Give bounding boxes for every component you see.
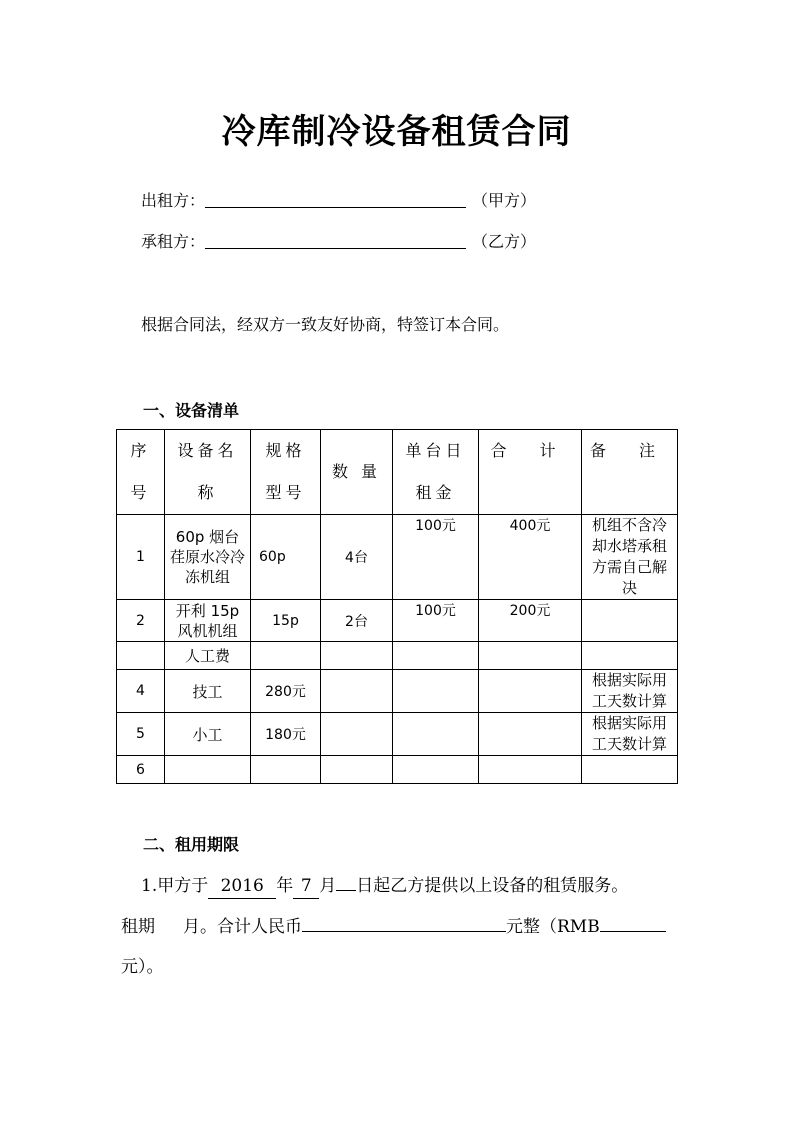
cell-note: 机组不含冷却水塔承租方需自己解决 — [582, 515, 678, 600]
cell-price — [393, 756, 479, 784]
term-line-3: 元）。 — [121, 957, 164, 977]
term-period-unit: 月。合计人民币 — [183, 917, 302, 937]
cell-note — [582, 600, 678, 642]
term-rmb-blank[interactable] — [600, 913, 666, 932]
cell-price: 100元 — [393, 515, 479, 600]
term-line-2 — [121, 913, 666, 939]
lessee-suffix: （乙方） — [472, 232, 537, 251]
table-row — [117, 756, 678, 784]
cell-spec: 280元 — [251, 670, 321, 713]
cell-note: 根据实际用工天数计算 — [582, 713, 678, 756]
cell-spec: 60p — [251, 515, 321, 600]
lessor-line — [141, 189, 536, 213]
table-row — [117, 515, 678, 600]
cell-spec: 15p — [251, 600, 321, 642]
cell-total — [479, 713, 582, 756]
term-amount-blank[interactable] — [302, 913, 506, 932]
lessor-suffix: （甲方） — [472, 191, 537, 210]
cell-note — [582, 756, 678, 784]
cell-no: 1 — [117, 515, 165, 600]
cell-note: 根据实际用工天数计算 — [582, 670, 678, 713]
cell-spec — [251, 756, 321, 784]
cell-name: 小工 — [165, 713, 251, 756]
cell-no: 2 — [117, 600, 165, 642]
term-month-unit: 月 — [319, 876, 337, 896]
cell-no: 5 — [117, 713, 165, 756]
lessee-blank[interactable] — [205, 230, 466, 249]
section-rental-period: 二、租用期限 — [143, 835, 240, 854]
cell-price: 100元 — [393, 600, 479, 642]
cell-name: 开利 15p风机机组 — [165, 600, 251, 642]
cell-qty: 2台 — [321, 600, 393, 642]
equipment-table — [116, 429, 678, 784]
term-day-blank[interactable] — [336, 872, 356, 891]
header-qty: 数 量 — [321, 430, 393, 515]
cell-name — [165, 756, 251, 784]
cell-name: 60p 烟台荏原水冷冷冻机组 — [165, 515, 251, 600]
term-amount-unit: 元整（RMB — [506, 917, 600, 937]
cell-price — [393, 713, 479, 756]
cell-total — [479, 670, 582, 713]
header-price: 单台日 租金 — [393, 430, 479, 515]
header-no: 序 号 — [117, 430, 165, 515]
cell-qty — [321, 670, 393, 713]
term-text: 1.甲方于 — [141, 876, 209, 896]
cell-total — [479, 642, 582, 670]
header-note: 备 注 — [582, 430, 678, 515]
term-period-label: 租期 — [121, 917, 155, 937]
table-row — [117, 600, 678, 642]
term-text: 日起乙方提供以上设备的租赁服务。 — [356, 876, 629, 896]
cell-spec: 180元 — [251, 713, 321, 756]
cell-qty — [321, 756, 393, 784]
lessor-blank[interactable] — [205, 189, 466, 208]
cell-total: 400元 — [479, 515, 582, 600]
preamble: 根据合同法，经双方一致友好协商，特签订本合同。 — [141, 315, 510, 334]
table-row — [117, 713, 678, 756]
cell-note — [582, 642, 678, 670]
cell-no: 6 — [117, 756, 165, 784]
lessee-label: 承租方： — [141, 232, 206, 251]
cell-qty — [321, 642, 393, 670]
table-row — [117, 642, 678, 670]
header-name: 设备名 称 — [165, 430, 251, 515]
cell-name: 技工 — [165, 670, 251, 713]
cell-price — [393, 642, 479, 670]
term-year-unit: 年 — [276, 876, 294, 896]
header-total: 合 计 — [479, 430, 582, 515]
term-line-1 — [141, 872, 628, 899]
cell-no: 4 — [117, 670, 165, 713]
cell-no — [117, 642, 165, 670]
cell-qty — [321, 713, 393, 756]
cell-total — [479, 756, 582, 784]
section-equipment-list: 一、设备清单 — [143, 401, 240, 420]
lessee-line — [141, 230, 536, 254]
cell-qty: 4台 — [321, 515, 393, 600]
contract-title: 冷库制冷设备租赁合同 — [221, 112, 572, 152]
header-spec: 规格 型号 — [251, 430, 321, 515]
cell-name: 人工费 — [165, 642, 251, 670]
table-header-row — [117, 430, 678, 515]
cell-spec — [251, 642, 321, 670]
cell-price — [393, 670, 479, 713]
lessor-label: 出租方： — [141, 191, 206, 210]
table-row — [117, 670, 678, 713]
term-year[interactable]: 2016 — [208, 874, 276, 899]
cell-total: 200元 — [479, 600, 582, 642]
term-month[interactable]: 7 — [293, 874, 319, 899]
